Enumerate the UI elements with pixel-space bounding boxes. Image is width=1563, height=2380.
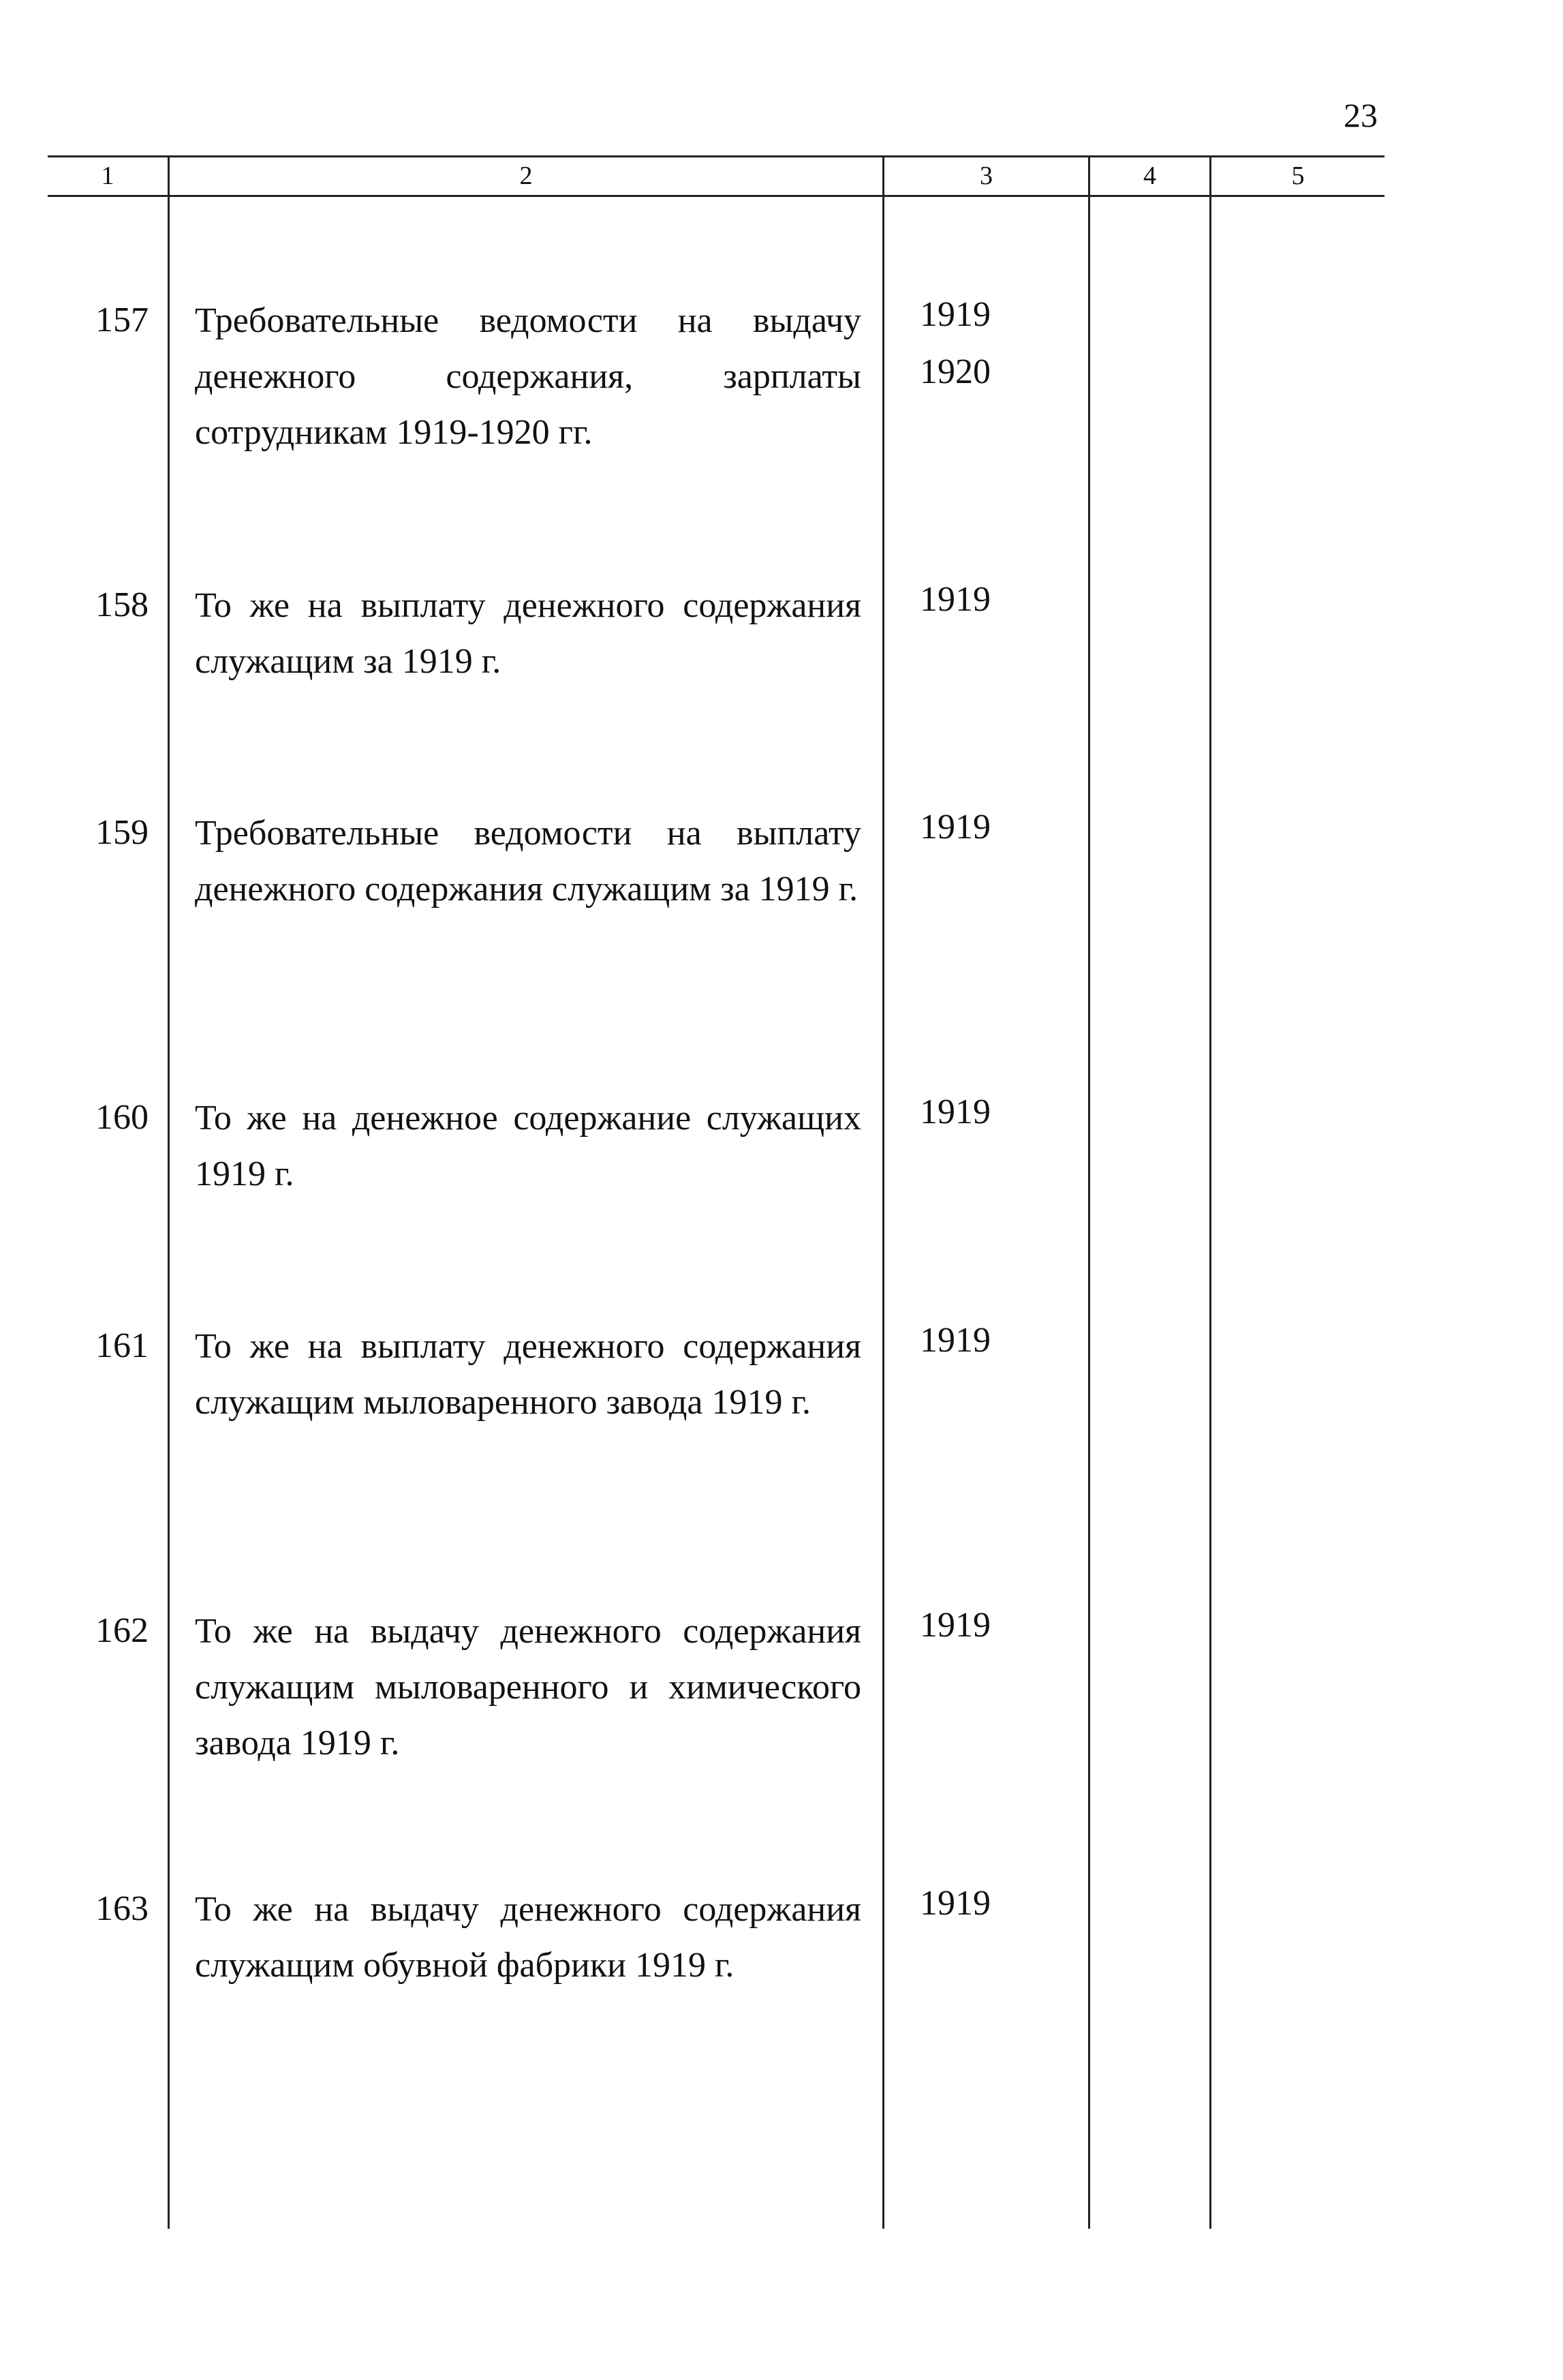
row-description: Требовательные ведомости на выплату денежного содержания служащим за 1919 г. [195, 814, 861, 909]
row-description: То же на выдачу денежного содержания служащим обувной фабрики 1919 г. [195, 1890, 861, 1985]
row-years [920, 1597, 1002, 1654]
row-years [920, 799, 1002, 856]
row-description: То же на выплату денежного содержания служащим мыловаренного завода 1919 г. [195, 1327, 861, 1422]
column-header: 1 [101, 162, 114, 190]
row-description: То же на денежное содержание служащих 1919 г. [195, 1099, 861, 1193]
row-years [920, 1312, 1002, 1369]
column-header: 3 [980, 162, 993, 190]
column-divider [882, 155, 884, 2229]
page-number: 23 [1344, 96, 1378, 134]
year: 1919 [920, 1606, 991, 1645]
column-divider [1209, 155, 1211, 2229]
column-header: 5 [1291, 162, 1305, 190]
row-years [920, 1084, 1002, 1141]
table-header-rule [48, 195, 1384, 197]
year: 1919 [920, 1884, 991, 1923]
column-header: 4 [1143, 162, 1156, 190]
year: 1919 [920, 295, 991, 334]
row-number: 163 [95, 1889, 149, 1928]
table-top-rule [48, 155, 1384, 157]
row-number: 157 [95, 301, 149, 339]
row-years [920, 286, 1002, 401]
row-number: 159 [95, 813, 149, 852]
year: 1919 [920, 808, 991, 846]
row-years [920, 571, 1002, 628]
column-divider [168, 155, 170, 2229]
row-number: 160 [95, 1098, 149, 1137]
row-number: 162 [95, 1611, 149, 1650]
row-description: То же на выдачу денежного содержания служащим мыловаренного и химического завода 1919 г. [195, 1612, 861, 1763]
row-number: 158 [95, 585, 149, 624]
row-number: 161 [95, 1326, 149, 1365]
year: 1920 [920, 352, 991, 391]
column-header: 2 [519, 162, 533, 190]
row-description: Требовательные ведомости на выдачу денежного содержания, зарплаты сотрудникам 1919-1920 гг. [195, 301, 861, 452]
year: 1919 [920, 580, 991, 619]
year: 1919 [920, 1093, 991, 1131]
row-description: То же на выплату денежного содержания служащим за 1919 г. [195, 586, 861, 681]
year: 1919 [920, 1321, 991, 1360]
column-divider [1088, 155, 1090, 2229]
row-years [920, 1875, 1002, 1932]
